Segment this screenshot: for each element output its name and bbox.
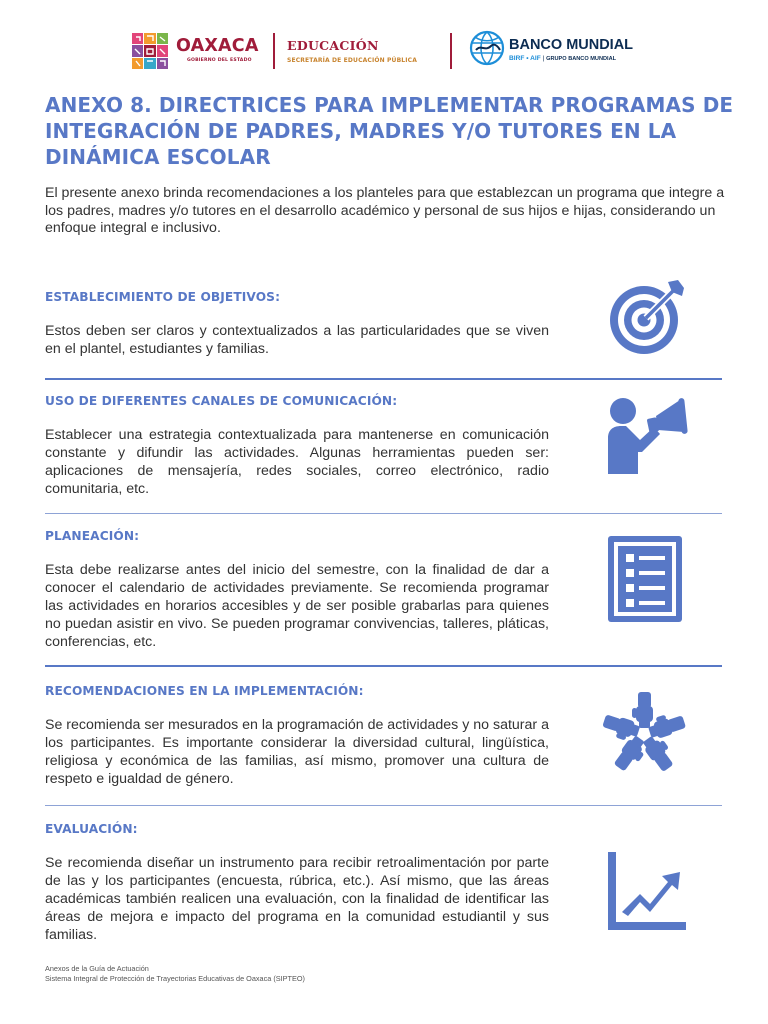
footer xyxy=(45,964,305,984)
target-icon xyxy=(606,278,686,358)
oaxaca-wordmark: OAXACA xyxy=(176,36,259,56)
oaxaca-emblem-icon xyxy=(131,32,169,70)
wb-subtitle-separator: | xyxy=(540,55,547,62)
footer-guide-line: Anexos de la Guía de Actuación xyxy=(45,964,149,973)
section-body-implementacion: Se recomienda ser mesurados en la programación de actividades y no saturar a los participantes. Es importante considerar la diversidad cultural, lingüística, religiosa y económica de las familias, así mismo, promover una cultura de respeto e igualdad de género. xyxy=(45,717,549,787)
section-heading-objetivos: ESTABLECIMIENTO DE OBJETIVOS: xyxy=(45,290,281,304)
world-bank-globe-icon xyxy=(469,30,505,66)
checklist-icon xyxy=(608,536,682,622)
section-divider xyxy=(45,378,722,380)
education-subtitle: SECRETARÍA DE EDUCACIÓN PÚBLICA xyxy=(287,57,418,64)
section-body-comunicacion: Establecer una estrategia contextualizada para mantenerse en comunicación constante y difundir las actividades. Algunas herramientas pueden ser: aplicaciones de mensajería, redes sociales, correo electrónico, radio comunitaria, etc. xyxy=(45,427,549,497)
megaphone-person-icon xyxy=(604,394,688,476)
wb-subtitle-birf: BIRF • AIF xyxy=(509,55,541,62)
section-body-planeacion: Esta debe realizarse antes del inicio del semestre, con la finalidad de dar a conocer el calendario de actividades previamente. Se recomienda programar las actividades en horarios accesibles y de ser posible grabarlas para quienes no puedan asistir en vivo. Se pueden programar convivencias, talleres, pláticas, conferencias, etc. xyxy=(45,562,549,650)
header-divider xyxy=(273,33,275,69)
header-logos xyxy=(0,28,768,72)
section-body-objetivos: Estos deben ser claros y contextualizados a las particularidades que se viven en el plantel, estudiantes y familias. xyxy=(45,323,549,357)
section-divider xyxy=(45,513,722,514)
header-divider xyxy=(450,33,452,69)
world-bank-subtitle xyxy=(509,55,616,62)
growth-chart-icon xyxy=(606,852,686,932)
section-body-evaluacion: Se recomienda diseñar un instrumento para recibir retroalimentación por parte de las y los participantes (encuesta, rúbrica, etc.). Así mismo, que las áreas académicas también realicen una evaluación, con la finalidad de identificar las áreas de mejora e impacto del programa en la comunidad estudiantil y sus familias. xyxy=(45,855,549,943)
intro-paragraph: El presente anexo brinda recomendaciones a los planteles para que establezcan un programa que integre a los padres, madres y/o tutores en el desarrollo académico y personal de sus hijos e hijas, considerando un enfoque integral e inclusivo. xyxy=(45,185,725,236)
section-heading-comunicacion: USO DE DIFERENTES CANALES DE COMUNICACIÓN: xyxy=(45,394,398,408)
education-wordmark: EDUCACIÓN xyxy=(287,38,379,53)
world-bank-wordmark: BANCO MUNDIAL xyxy=(509,37,634,53)
page-title: ANEXO 8. DIRECTRICES PARA IMPLEMENTAR PROGRAMAS DE INTEGRACIÓN DE PADRES, MADRES Y/O TUTORES EN LA DINÁMICA ESCOLAR xyxy=(45,93,734,169)
section-divider xyxy=(45,805,722,806)
footer-system-line: Sistema Integral de Protección de Trayectorias Educativas de Oaxaca (SIPTEO) xyxy=(45,974,305,983)
wb-subtitle-group: GRUPO BANCO MUNDIAL xyxy=(546,56,617,62)
hands-circle-icon xyxy=(596,688,692,780)
section-divider xyxy=(45,665,722,667)
section-heading-implementacion: RECOMENDACIONES EN LA IMPLEMENTACIÓN: xyxy=(45,684,364,698)
oaxaca-subtitle: GOBIERNO DEL ESTADO xyxy=(187,58,252,63)
section-heading-evaluacion: EVALUACIÓN: xyxy=(45,822,138,836)
section-heading-planeacion: PLANEACIÓN: xyxy=(45,529,140,543)
